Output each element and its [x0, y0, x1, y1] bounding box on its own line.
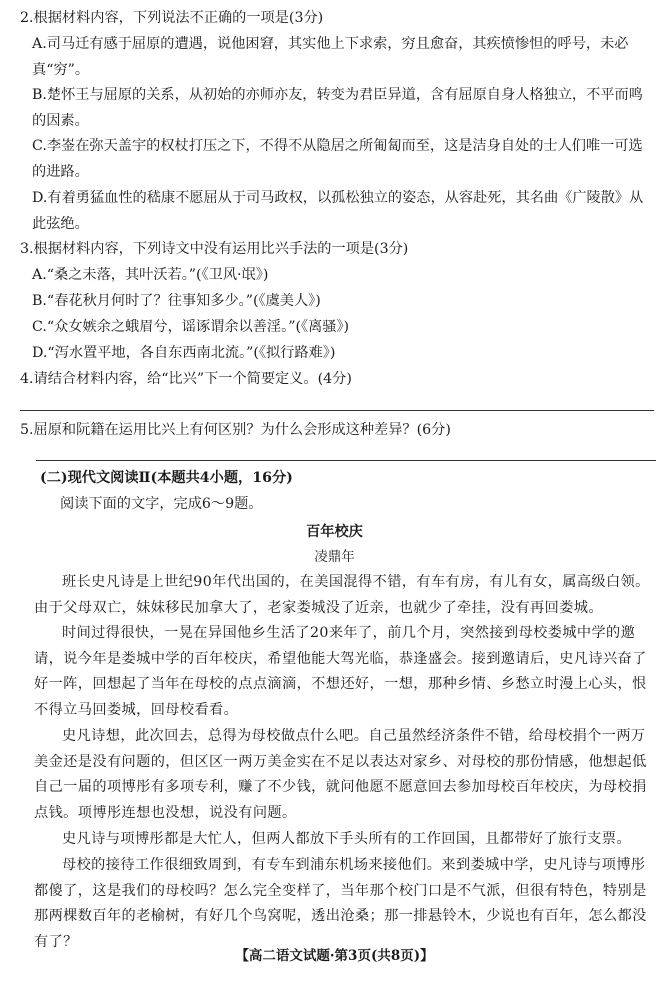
story-paragraph-2: 时间过得很快，一晃在异国他乡生活了20来年了，前几个月，突然接到母校娄城中学的邀请，说今年是娄城中学的百年校庆，希望他能大驾光临，恭逢盛会。接到邀请后，史凡诗兴奋了好一阵，回想起了当年在母校的点点滴滴，不想还好，一想，那种乡情、乡愁立时漫上心头，恨不得立马回娄城，回母校看看。: [34, 625, 647, 718]
section-divider: [36, 460, 656, 461]
story-paragraph-5: 母校的接待工作很细致周到，有专车到浦东机场来接他们。来到娄城中学，史凡诗与项博彤都傻了，这是我们的母校吗？怎么完全变样了，当年那个校门口是不气派，但很有特色，特别是那两棵数百年的老榆树，有好几个鸟窝呢，透出沧桑；那一排悬铃木，少说也有百年，怎么都没有了？: [34, 857, 647, 950]
story-author: 凌鼎年: [314, 549, 355, 565]
q5-stem: 5.屈原和阮籍在运用比兴上有何区别？为什么会形成这种差异？(6分): [20, 422, 451, 438]
story-title: 百年校庆: [306, 524, 363, 540]
q2-option-a: A.司马迁有感于屈原的遭遇，说他困窘，其实他上下求索，穷且愈奋，其疾愤惨怛的呼号，未必真“穷”。: [32, 36, 629, 78]
q3-stem: 3.根据材料内容，下列诗文中没有运用比兴手法的一项是(3分): [20, 241, 409, 257]
answer-line: [20, 410, 654, 411]
q2-stem: 2.根据材料内容，下列说法不正确的一项是(3分): [20, 10, 324, 26]
q2-option-c: C.李崟在弥天盖宇的权杖打压之下，不得不从隐居之所匍匐而至，这是洁身自处的士人们唯一可选的进路。: [32, 138, 643, 180]
q3-option-d: D.“泻水置平地，各自东西南北流。”(《拟行路难》): [32, 345, 336, 361]
q4-stem: 4.请结合材料内容，给“比兴”下一个简要定义。(4分): [20, 371, 352, 387]
q3-option-c: C.“众女嫉余之蛾眉兮，谣诼谓余以善淫。”(《离骚》): [32, 319, 350, 335]
story-paragraph-4: 史凡诗与项博彤都是大忙人，但两人都放下手头所有的工作回国，且都带好了旅行支票。: [62, 831, 631, 847]
q3-option-a: A.“桑之未落，其叶沃若。”(《卫风·氓》): [32, 267, 269, 283]
section-instruction: 阅读下面的文字，完成6～9题。: [60, 496, 263, 512]
section-header: (二)现代文阅读Ⅱ(本题共4小题，16分): [40, 470, 293, 486]
q2-option-d: D.有着勇猛血性的嵇康不愿屈从于司马政权，以孤松独立的姿态，从容赴死，其名曲《广陵散》从此弦绝。: [32, 190, 644, 232]
q2-option-b: B.楚怀王与屈原的关系，从初始的亦师亦友，转变为君臣异道，含有屈原自身人格独立，不平而鸣的因素。: [32, 87, 643, 129]
q3-option-b: B.“春花秋月何时了？往事知多少。”(《虞美人》): [32, 293, 321, 309]
story-paragraph-3: 史凡诗想，此次回去，总得为母校做点什么吧。自己虽然经济条件不错，给母校捐个一两万美金还是没有问题的，但区区一两万美金实在不足以表达对家乡、对母校的那份情感，他想起低自己一届的项博彤有多项专利，赚了不少钱，就问他愿不愿意回去参加母校百年校庆，为母校捐点钱。项博彤连想也没想，说没有问题。: [34, 728, 647, 821]
page-footer: 【高二语文试题·第3页(共8页)】: [235, 948, 434, 964]
story-paragraph-1: 班长史凡诗是上世纪90年代出国的，在美国混得不错，有车有房，有儿有女，属高级白领。由于父母双亡，妹妹移民加拿大了，老家娄城没了近亲，也就少了牵挂，没有再回娄城。: [34, 574, 650, 616]
